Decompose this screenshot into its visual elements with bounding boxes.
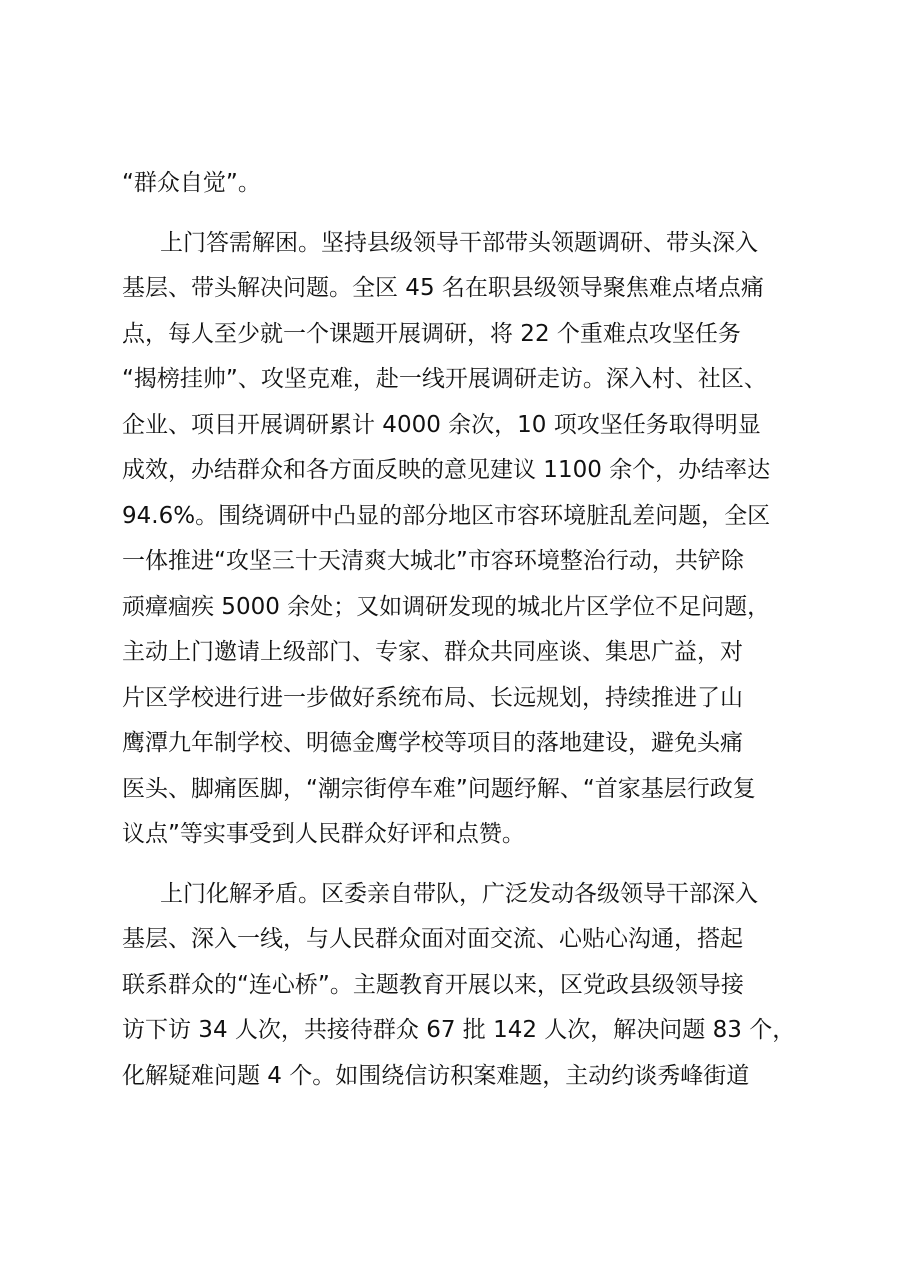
text-line: 医头、脚痛医脚，“潮宗街停车难”问题纾解、“首家基层行政复 bbox=[122, 776, 756, 802]
text-line: 点，每人至少就一个课题开展调研，将 22 个重难点攻坚任务 bbox=[122, 321, 741, 347]
text-line: 主动上门邀请上级部门、专家、群众共同座谈、集思广益，对 bbox=[122, 639, 743, 665]
text-line: 基层、带头解决问题。全区 45 名在职县级领导聚焦难点堵点痛 bbox=[122, 275, 764, 301]
text-line: 议点”等实事受到人民群众好评和点赞。 bbox=[122, 821, 525, 847]
text-line: 成效，办结群众和各方面反映的意见建议 1100 余个，办结率达 bbox=[122, 457, 771, 483]
text-line: 企业、项目开展调研累计 4000 余次，10 项攻坚任务取得明显 bbox=[122, 412, 761, 438]
paragraph-start-line: 上门答需解困。坚持县级领导干部带头领题调研、带头深入 bbox=[160, 230, 758, 256]
text-line: 94.6%。围绕调研中凸显的部分地区市容环境脏乱差问题，全区 bbox=[122, 503, 771, 529]
text-line: 化解疑难问题 4 个。如围绕信访积案难题，主动约谈秀峰街道 bbox=[122, 1063, 750, 1089]
text-line: “揭榜挂帅”、攻坚克难，赴一线开展调研走访。深入村、社区、 bbox=[122, 366, 767, 392]
text-line: 联系群众的“连心桥”。主题教育开展以来，区党政县级领导接 bbox=[122, 972, 744, 998]
text-line: 鹰潭九年制学校、明德金鹰学校等项目的落地建设，避免头痛 bbox=[122, 730, 743, 756]
text-line: “群众自觉”。 bbox=[122, 170, 261, 196]
text-line: 基层、深入一线，与人民群众面对面交流、心贴心沟通，搭起 bbox=[122, 926, 743, 952]
text-line: 一体推进“攻坚三十天清爽大城北”市容环境整治行动，共铲除 bbox=[122, 548, 744, 574]
text-line: 片区学校进行进一步做好系统布局、长远规划，持续推进了山 bbox=[122, 685, 743, 711]
text-line: 顽瘴痼疾 5000 余处；又如调研发现的城北片区学位不足问题， bbox=[122, 594, 771, 620]
paragraph-start-line: 上门化解矛盾。区委亲自带队，广泛发动各级领导干部深入 bbox=[160, 881, 758, 907]
text-line: 访下访 34 人次，共接待群众 67 批 142 人次，解决问题 83 个， bbox=[122, 1017, 796, 1043]
